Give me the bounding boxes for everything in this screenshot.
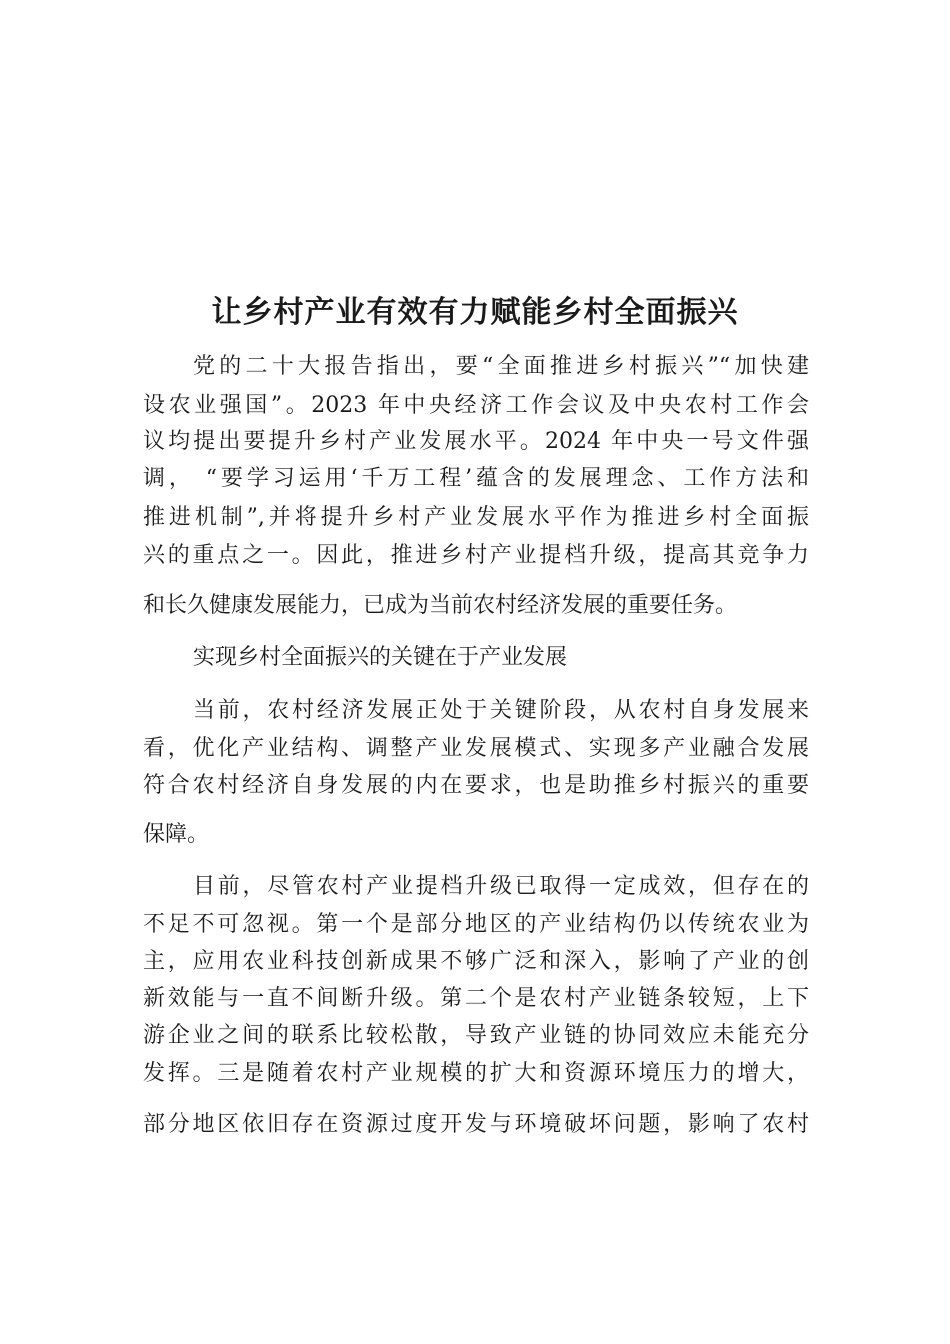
- paragraph-line: 目前，尽管农村产业提档升级已取得一定成效，但存在的: [193, 874, 809, 899]
- paragraph-line: 议均提出要提升乡村产业发展水平。2024 年中央一号文件强: [143, 429, 809, 454]
- paragraph-line: 发挥。三是随着农村产业规模的扩大和资源环境压力的增大，: [143, 1061, 809, 1086]
- paragraph-line: 设农业强国”。2023 年中央经济工作会议及中央农村工作会: [143, 393, 809, 418]
- paragraph-line: 看，优化产业结构、调整产业发展模式、实现多产业融合发展: [143, 736, 809, 761]
- paragraph-line: 当前，农村经济发展正处于关键阶段，从农村自身发展来: [193, 698, 809, 723]
- section-heading: 实现乡村全面振兴的关键在于产业发展: [193, 645, 568, 670]
- paragraph-line: 和长久健康发展能力，已成为当前农村经济发展的重要任务。: [143, 593, 738, 618]
- paragraph-line: 符合农村经济自身发展的内在要求，也是助推乡村振兴的重要: [143, 773, 809, 798]
- paragraph-line: 兴的重点之一。因此，推进乡村产业提档升级，提高其竞争力: [143, 543, 809, 568]
- paragraph-line: 新效能与一直不间断升级。第二个是农村产业链条较短，上下: [143, 986, 809, 1011]
- paragraph-line: 不足不可忽视。第一个是部分地区的产业结构仍以传统农业为: [143, 912, 809, 937]
- paragraph-line: 游企业之间的联系比较松散，导致产业链的协同效应未能充分: [143, 1023, 809, 1048]
- paragraph-line: 调， “要学习运用‘千万工程’蕴含的发展理念、工作方法和: [143, 466, 809, 491]
- paragraph-line: 推进机制”,并将提升乡村产业发展水平作为推进乡村全面振: [143, 505, 809, 530]
- document-title: 让乡村产业有效有力赋能乡村全面振兴: [211, 295, 739, 330]
- paragraph-line: 主，应用农业科技创新成果不够广泛和深入，影响了产业的创: [143, 949, 809, 974]
- paragraph-line: 部分地区依旧存在资源过度开发与环境破坏问题，影响了农村: [143, 1112, 809, 1137]
- paragraph-line: 党的二十大报告指出，要“全面推进乡村振兴”“加快建: [193, 354, 809, 379]
- paragraph-line: 保障。: [143, 822, 210, 847]
